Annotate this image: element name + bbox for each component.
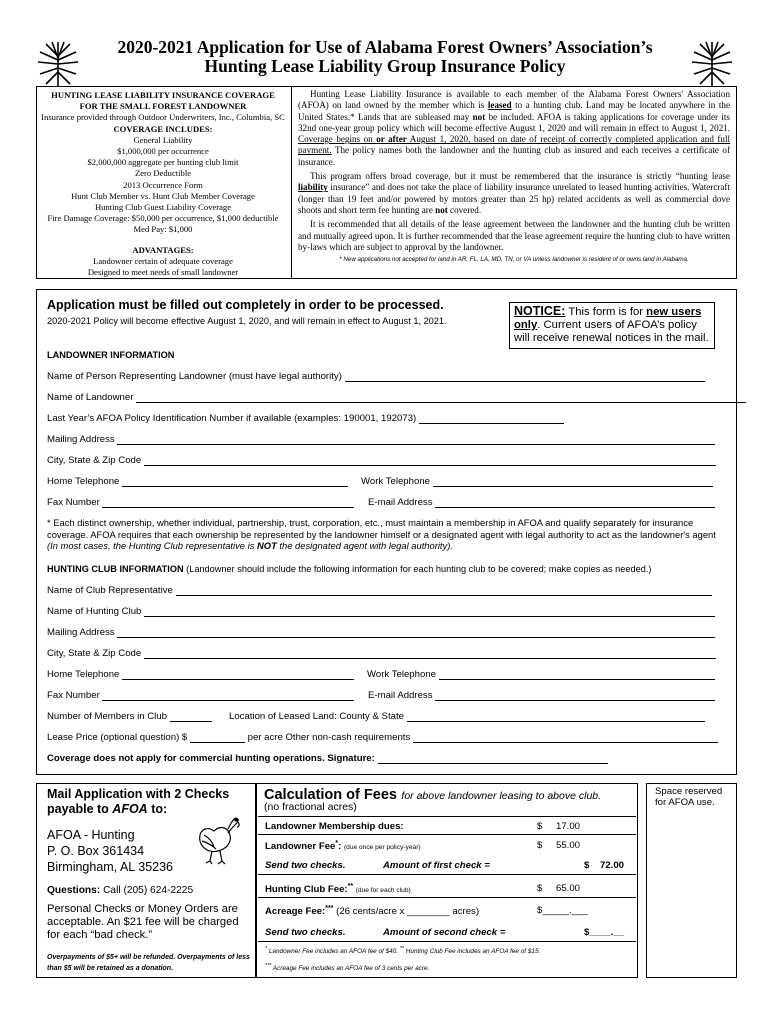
text: per acre Other non-cash requirements xyxy=(247,732,411,743)
coverage-item: Med Pay: $1,000 xyxy=(133,224,193,235)
club-fee-value: 65.00 xyxy=(556,883,581,894)
club-fee-currency: $ xyxy=(537,883,543,894)
first-check-value: 72.00 xyxy=(600,860,625,871)
coverage-item: 2013 Occurrence Form xyxy=(123,179,203,190)
divider xyxy=(258,874,636,875)
text: Landowner Fee includes an AFOA fee of $40. xyxy=(267,948,399,956)
text: Fax Number xyxy=(47,690,100,701)
text: payable to xyxy=(47,802,113,816)
fees-footnote-1 xyxy=(265,946,540,955)
text: *** xyxy=(265,963,272,969)
text: the designated agent with legal authority). xyxy=(276,540,453,551)
tree-logo-icon xyxy=(34,40,82,88)
text: (In most cases, the Hunting Club representative is xyxy=(47,540,257,551)
coverage-item: Hunt Club Member vs. Hunt Club Member Coverage xyxy=(71,190,255,201)
text: Name of Hunting Club xyxy=(47,606,142,617)
text: Acreage Fee includes an AFOA fee of 3 cents per acre. xyxy=(271,965,430,973)
coverage-item: $2,000,000 aggregate per hunting club limit xyxy=(87,157,239,168)
coverage-provider: Insurance provided through Outdoor Underwriters, Inc., Columbia, SC xyxy=(41,112,285,123)
text: E-mail Address xyxy=(368,497,433,508)
info-footnote: * New applications not accepted for land in AR, FL, LA, MD, TN, or VA unless landowner is resident of or owns land in Alabama. xyxy=(339,256,689,264)
landowner-heading: LANDOWNER INFORMATION xyxy=(47,350,175,360)
advantages-heading: ADVANTAGES: xyxy=(132,244,194,255)
text: City, State & Zip Code xyxy=(47,455,142,466)
club-fax-input[interactable] xyxy=(102,691,354,701)
text: ** xyxy=(399,946,404,952)
second-check-label: Amount of second check = xyxy=(383,927,506,938)
text: Location of Leased Land: County & State xyxy=(229,711,404,722)
field-work-telephone xyxy=(361,476,713,487)
title-line-1: 2020-2021 Application for Use of Alabama Forest Owners’ Association’s xyxy=(117,37,653,57)
club-heading xyxy=(47,564,651,574)
club-rep-input[interactable] xyxy=(176,586,712,596)
text: NOT xyxy=(257,540,277,551)
city-state-zip-input[interactable] xyxy=(144,456,716,466)
field-last-year-id xyxy=(47,413,564,424)
landowner-fee-label xyxy=(265,840,421,852)
text: Lease Price (optional question) $ xyxy=(47,732,188,743)
field-signature xyxy=(47,753,608,764)
acreage-fee-value[interactable]: $_____.___ xyxy=(537,905,588,916)
text: Coverage begins on xyxy=(298,134,377,145)
acreage-fee-label xyxy=(265,905,479,917)
text: Work Telephone xyxy=(367,669,436,680)
address-line: AFOA - Hunting xyxy=(47,828,135,842)
field-email xyxy=(368,497,715,508)
club-name-input[interactable] xyxy=(144,607,715,617)
landowner-fee-value: 55.00 xyxy=(556,840,581,851)
field-club-mailing xyxy=(47,627,715,638)
text: liability xyxy=(298,182,328,193)
reserved-box xyxy=(646,783,737,978)
text: Questions: xyxy=(47,885,101,896)
info-paragraph-3: It is recommended that all details of the lease agreement between the landowner and the hunting club be written and mutually agreed upon. It is further recommended that the lease agreement require the hunting club to have written by-laws which are subject to approval by the landowner. xyxy=(298,219,730,252)
text: HUNTING CLUB INFORMATION xyxy=(47,564,184,574)
text: insurance” and does not take the place of liability insurance unrelated to leased hunting activities. Watercraft (longer than 19 feet and/or powered by motors greater than 25 hp) related accidents as well as commercial dove shoots and short term fee hunting are xyxy=(298,182,730,215)
non-cash-input[interactable] xyxy=(413,733,718,743)
send-two-checks-2: Send two checks. xyxy=(265,927,346,938)
policy-note: 2020-2021 Policy will become effective August 1, 2020, and will remain in effect to August 1, 2021. xyxy=(47,316,447,326)
checks-note: Personal Checks or Money Orders are acceptable. An $21 fee will be charged for each “bad check.” xyxy=(47,903,239,941)
home-telephone-input[interactable] xyxy=(122,477,348,487)
coverage-heading-1: HUNTING LEASE LIABILITY INSURANCE COVERAGE xyxy=(51,90,275,100)
field-club-email xyxy=(368,690,715,701)
text: not xyxy=(472,111,486,122)
coverage-includes-heading: COVERAGE INCLUDES: xyxy=(113,123,213,134)
text: Calculation of Fees xyxy=(264,787,397,803)
club-work-telephone-input[interactable] xyxy=(439,670,715,680)
text: (due for each club) xyxy=(355,887,411,895)
text: (due once per policy-year) xyxy=(343,844,421,852)
text: ** xyxy=(347,883,354,890)
club-city-input[interactable] xyxy=(144,649,716,659)
landowner-name-input[interactable] xyxy=(136,393,746,403)
advantage-item: Designed to meet needs of small landowner xyxy=(87,267,239,278)
lease-price-input[interactable] xyxy=(190,733,245,743)
text: for above landowner leasing to above club. xyxy=(401,790,602,802)
field-location xyxy=(229,711,705,722)
field-club-name xyxy=(47,606,715,617)
text: * xyxy=(265,946,268,952)
dues-value: 17.00 xyxy=(556,821,581,832)
text: (26 cents/acre x ________ acres) xyxy=(336,906,480,918)
text: Mailing Address xyxy=(47,627,115,638)
signature-input[interactable] xyxy=(378,754,608,764)
text: new users only xyxy=(514,306,702,331)
title-line-2: Hunting Lease Liability Group Insurance Policy xyxy=(204,56,566,76)
club-home-telephone-input[interactable] xyxy=(122,670,354,680)
address-line: P. O. Box 361434 xyxy=(47,844,145,858)
text: City, State & Zip Code xyxy=(47,648,142,659)
turkey-icon xyxy=(192,813,244,869)
reserved-label: Space reserved for AFOA use. xyxy=(655,786,723,808)
members-input[interactable] xyxy=(170,712,212,722)
coverage-heading-2: FOR THE SMALL FOREST LANDOWNER xyxy=(79,101,247,112)
text: *** xyxy=(325,905,334,912)
text: Landowner Fee xyxy=(265,841,336,853)
text: The policy names both the landowner and the hunting club as insured and each receives a certificate of insurance. xyxy=(298,145,730,167)
no-fractional-note: (no fractional acres) xyxy=(264,801,357,813)
field-club-city xyxy=(47,648,716,659)
text: be included. AFOA is taking applications for coverage under its 32nd one-year group policy which will become effective August 1, 2020 and will remain in effect to August 1, 2021. xyxy=(298,111,730,133)
text: (Landowner should include the following information for each hunting club to be covered; make copies as needed.) xyxy=(183,564,652,574)
work-telephone-input[interactable] xyxy=(433,477,713,487)
page-title xyxy=(90,38,680,76)
email-input[interactable] xyxy=(435,498,715,508)
info-paragraph-1 xyxy=(298,89,730,168)
text: AFOA xyxy=(112,802,148,816)
text: : xyxy=(338,841,342,853)
club-mailing-input[interactable] xyxy=(117,628,715,638)
coverage-item: $1,000,000 per occurrence xyxy=(117,146,209,157)
dues-currency: $ xyxy=(537,821,543,832)
club-email-input[interactable] xyxy=(435,691,715,701)
text: E-mail Address xyxy=(368,690,433,701)
text: not xyxy=(435,204,448,215)
field-club-work-telephone xyxy=(367,669,715,680)
text: Name of Club Representative xyxy=(47,585,173,596)
fees-footnote-2 xyxy=(265,963,429,972)
text: Number of Members in Club xyxy=(47,711,167,722)
field-lease-price xyxy=(47,732,718,743)
text: Work Telephone xyxy=(361,476,430,487)
divider xyxy=(258,834,636,835)
text: Hunting Club Fee includes an AFOA fee of $15. xyxy=(404,948,541,956)
send-two-checks-1: Send two checks. xyxy=(265,860,346,871)
text: Mailing Address xyxy=(47,434,115,445)
location-input[interactable] xyxy=(407,712,705,722)
application-heading: Application must be filled out completely in order to be processed. xyxy=(47,298,444,312)
field-city-state-zip xyxy=(47,455,716,466)
overpay-note: Overpayments of $5+ will be refunded. Overpayments of less than $5 will be retained as a donation. xyxy=(47,954,250,972)
text: leased xyxy=(487,100,512,111)
field-club-rep xyxy=(47,585,712,596)
second-check-value[interactable]: $____.__ xyxy=(584,927,625,938)
first-check-currency: $ xyxy=(584,860,590,871)
text: to: xyxy=(147,802,168,816)
tree-logo-icon xyxy=(688,40,736,88)
text: . Current users of AFOA’s policy will receive renewal notices in the mail. xyxy=(514,319,709,344)
mail-address xyxy=(47,827,173,875)
last-year-id-input[interactable] xyxy=(419,414,564,424)
field-members xyxy=(47,711,212,722)
mail-heading-line-1: Mail Application with 2 Checks xyxy=(47,787,230,801)
field-fax xyxy=(47,497,354,508)
text: Hunting Lease Liability Insurance is available to each member of the Alabama Forest Owners' Association (AFOA) on land owned by the member which is xyxy=(298,89,730,111)
field-landowner-rep xyxy=(47,371,705,382)
coverage-item: Fire Damage Coverage: $50,000 per occurrence, $1,000 deductible xyxy=(47,213,279,224)
text: Acreage Fee: xyxy=(265,906,326,918)
field-club-fax xyxy=(47,690,354,701)
text: This form is for xyxy=(565,306,647,318)
landowner-fee-currency: $ xyxy=(537,840,543,851)
text: to a hunting club. Land may be located anywhere in the United States.* Lands that are subleased may xyxy=(298,100,730,122)
info-column xyxy=(298,89,730,263)
first-check-label: Amount of first check = xyxy=(383,860,490,871)
text: Home Telephone xyxy=(47,669,120,680)
text: Coverage does not apply for commercial hunting operations. Signature: xyxy=(47,753,375,764)
field-landowner-name xyxy=(47,392,746,403)
coverage-item: Hunting Club Guest Liability Coverage xyxy=(94,202,232,213)
coverage-item: General Liability xyxy=(133,134,193,145)
text: August 1, 2020, based on date of receipt of correctly completed application and full payment. xyxy=(298,134,731,156)
text: Home Telephone xyxy=(47,476,120,487)
info-paragraph-2 xyxy=(298,171,730,216)
notice-box xyxy=(509,302,715,349)
text: * xyxy=(335,840,339,847)
coverage-column xyxy=(38,90,288,278)
advantage-item: Landowner certain of adequate coverage xyxy=(93,255,233,266)
questions-line xyxy=(47,885,193,896)
text: * Each distinct ownership, whether individual, partnership, trust, corporation, etc., must maintain a membership in AFOA and qualify separately for insurance coverage. AFOA requires that each ownership be represented by the landowner himself or a designated agent with legal authority to act as the landowner's agent xyxy=(47,517,716,540)
divider xyxy=(258,897,636,898)
field-club-home-telephone xyxy=(47,669,354,680)
text: Name of Landowner xyxy=(47,392,134,403)
divider xyxy=(258,941,636,942)
text: Fax Number xyxy=(47,497,100,508)
divider xyxy=(291,86,292,279)
coverage-item: Zero Deductible xyxy=(134,168,192,179)
divider xyxy=(258,816,636,817)
field-mailing-address xyxy=(47,434,715,445)
landowner-rep-input[interactable] xyxy=(345,372,705,382)
text: Last Year’s AFOA Policy Identification Number if available (examples: 190001, 192073) xyxy=(47,413,417,424)
ownership-note xyxy=(47,517,727,552)
field-home-telephone xyxy=(47,476,348,487)
club-fee-label xyxy=(265,883,411,895)
dues-label: Landowner Membership dues: xyxy=(265,821,404,832)
text: Hunting Club Fee: xyxy=(265,884,348,896)
text: This program offers broad coverage, but it must be remembered that the insurance is strictly “hunting lease xyxy=(310,171,730,182)
notice-label: NOTICE: xyxy=(514,304,566,318)
text: covered. xyxy=(447,204,482,215)
fax-input[interactable] xyxy=(102,498,354,508)
text: Call (205) 624-2225 xyxy=(103,885,194,896)
text: Name of Person Representing Landowner (must have legal authority) xyxy=(47,371,342,382)
address-line: Birmingham, AL 35236 xyxy=(47,860,174,874)
mailing-address-input[interactable] xyxy=(117,435,715,445)
text: or after xyxy=(376,134,407,145)
